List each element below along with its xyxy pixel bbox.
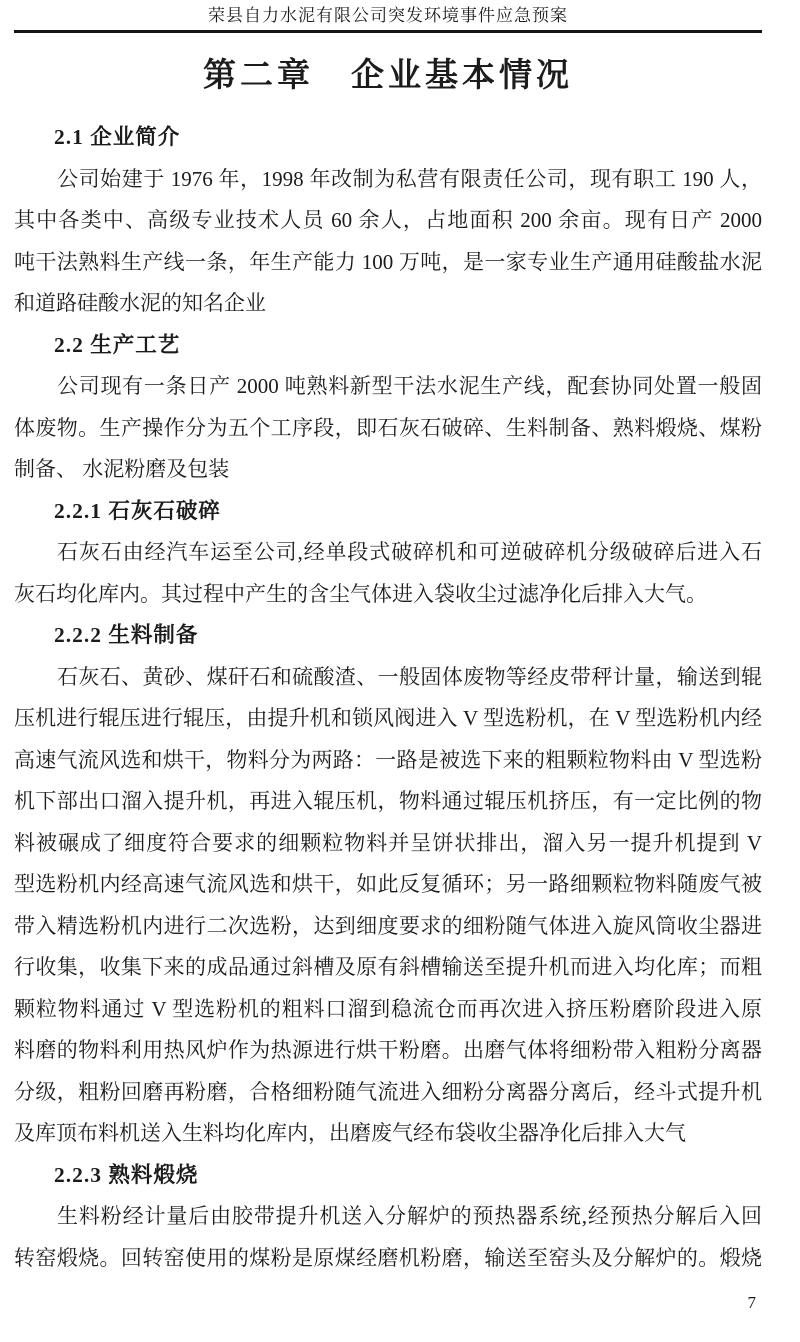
paragraph-line: 体废物。生产操作分为五个工序段，即石灰石破碎、生料制备、熟料煅烧、煤粉 [14, 415, 762, 440]
paragraph-line: 公司始建于 1976 年，1998 年改制为私营有限责任公司，现有职工 190 人， [57, 166, 762, 191]
paragraph-line: 公司现有一条日产 2000 吨熟料新型干法水泥生产线，配套协同处置一般固 [57, 374, 762, 398]
paragraph-line: 行收集，收集下来的成品通过斜槽及原有斜槽输送至提升机而进入均化库；而粗 [14, 955, 762, 979]
paragraph-line: 高速气流风选和烘干，物料分为两路：一路是被选下来的粗颗粒物料由 V 型选粉 [14, 747, 762, 772]
paragraph-line: 制备、 水泥粉磨及包装 [14, 457, 230, 481]
paragraph-line: 生料粉经计量后由胶带提升机送入分解炉的预热器系统,经预热分解后入回 [57, 1204, 762, 1228]
paragraph-line: 吨干法熟料生产线一条，年生产能力 100 万吨，是一家专业生产通用硅酸盐水泥 [14, 249, 762, 274]
section-heading: 2.2.1 石灰石破碎 [54, 498, 221, 523]
paragraph-line: 及库顶布料机送入生料均化库内，出磨废气经布袋收尘器净化后排入大气 [14, 1121, 686, 1145]
paragraph-line: 压机进行辊压进行辊压，由提升机和锁风阀进入 V 型选粉机，在 V 型选粉机内经 [14, 706, 762, 730]
page-number: 7 [747, 1293, 756, 1312]
paragraph-line: 灰石均化库内。其过程中产生的含尘气体进入袋收尘过滤净化后排入大气。 [14, 581, 707, 606]
paragraph-line: 石灰石、黄砂、煤矸石和硫酸渣、一般固体废物等经皮带秤计量，输送到辊 [57, 664, 762, 689]
paragraph-line: 分级，粗粉回磨再粉磨，合格细粉随气流进入细粉分离器分离后，经斗式提升机 [14, 1079, 762, 1104]
paragraph-line: 料磨的物料利用热风炉作为热源进行烘干粉磨。出磨气体将细粉带入粗粉分离器 [14, 1038, 762, 1062]
section-heading: 2.2.3 熟料煅烧 [54, 1162, 199, 1187]
paragraph-line: 其中各类中、高级专业技术人员 60 余人，占地面积 200 余亩。现有日产 2000 [14, 208, 762, 232]
paragraph-line: 带入精选粉机内进行二次选粉，达到细度要求的细粉随气体进入旋风筒收尘器进 [14, 913, 762, 938]
paragraph-line: 和道路硅酸水泥的知名企业 [14, 291, 266, 315]
section-heading: 2.1 企业简介 [54, 125, 181, 149]
paragraph-line: 颗粒物料通过 V 型选粉机的粗料口溜到稳流仓而再次进入挤压粉磨阶段进入原 [14, 996, 762, 1021]
paragraph-line: 石灰石由经汽车运至公司,经单段式破碎机和可逆破碎机分级破碎后进入石 [57, 540, 762, 564]
section-heading: 2.2 生产工艺 [54, 332, 181, 357]
paragraph-line: 机下部出口溜入提升机，再进入辊压机，物料通过辊压机挤压，有一定比例的物 [14, 789, 762, 813]
paragraph-line: 型选粉机内经高速气流风选和烘干，如此反复循环；另一路细颗粒物料随废气被 [14, 872, 762, 896]
page-header: 荣县自力水泥有限公司突发环境事件应急预案 [14, 0, 762, 33]
chapter-title: 第二章 企业基本情况 [203, 58, 573, 94]
section-heading: 2.2.2 生料制备 [54, 623, 199, 647]
paragraph-line: 转窑煅烧。回转窑使用的煤粉是原煤经磨机粉磨，输送至窑头及分解炉的。煅烧 [14, 1245, 762, 1270]
document-content [14, 117, 762, 1279]
paragraph-line: 料被碾成了细度符合要求的细颗粒物料并呈饼状排出，溜入另一提升机提到 V [14, 830, 762, 855]
